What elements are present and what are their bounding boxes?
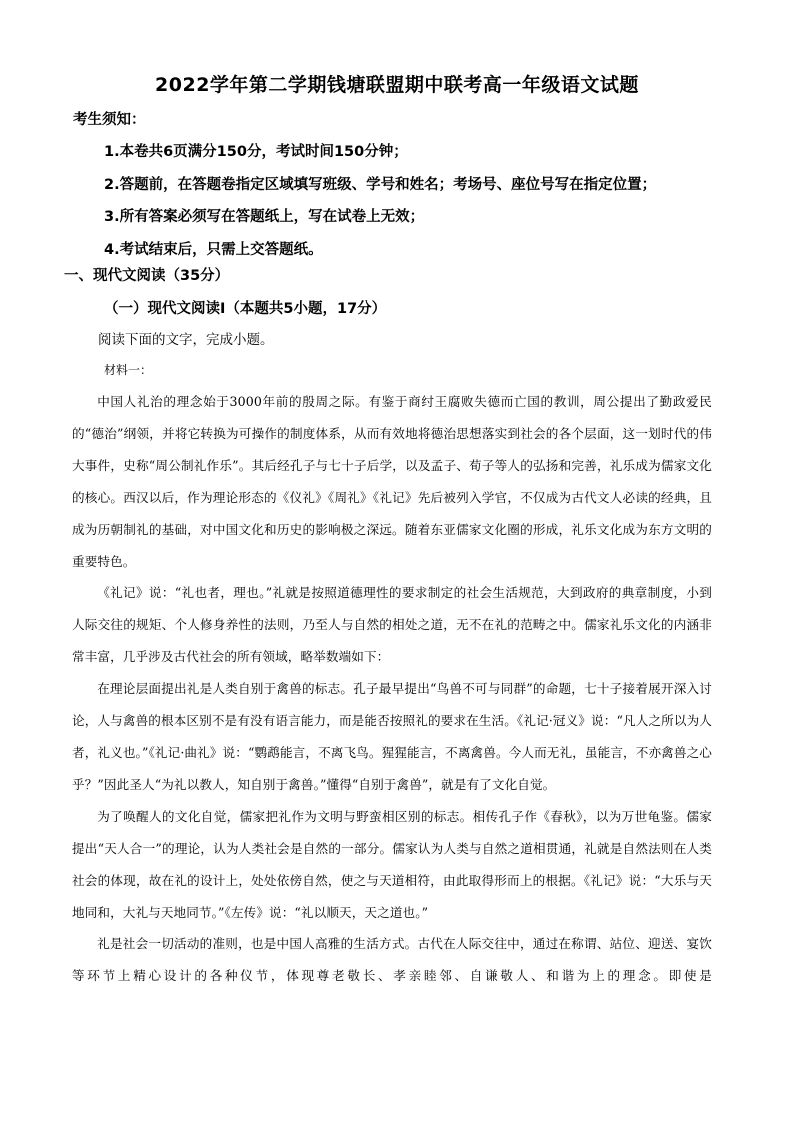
passage-paragraph: 礼是社会一切活动的准则，也是中国人高雅的生活方式。古代在人际交往中，通过在称谓、站位、迎送、宴饮等环节上精心设计的各种仪节，体现尊老敬长、孝亲睦邻、自谦敬人、和谐为上的理念。即使是: [72, 936, 712, 984]
notice-heading: 考生须知：: [73, 112, 146, 128]
material-label: 材料一：: [104, 363, 153, 377]
notice-list: [104, 140, 656, 270]
notice-item: 2.答题前，在答题卷指定区域填写班级、学号和姓名；考场号、座位号写在指定位置；: [104, 176, 657, 193]
passage-paragraph: 在理论层面提出礼是人类自别于禽兽的标志。孔子最早提出“鸟兽不可与同群”的命题，七十子接着展开深入讨论，人与禽兽的根本区别不是有没有语言能力，而是能否按照礼的要求在生活。《礼记·冠义》说：“凡人之所以为人者，礼义也。”《礼记·曲礼》说：“鹦鹉能言，不离飞鸟。猩猩能言，不离禽兽。今人而无礼，虽能言，不亦禽兽之心乎？”因此圣人“为礼以教人，知自别于禽兽。”懂得“自别于禽兽”，就是有了文化自觉。: [72, 681, 712, 792]
notice-item: 3.所有答案必须写在答题纸上，写在试卷上无效；: [104, 209, 425, 225]
subsection-heading: （一）现代文阅读Ⅰ（本题共5小题，17分）: [104, 301, 387, 317]
notice-item: 4.考试结束后，只需上交答题纸。: [104, 241, 323, 258]
passage-paragraph: 《礼记》说：“礼也者，理也。”礼就是按照道德理性的要求制定的社会生活规范，大到政府的典章制度，小到人际交往的规矩、个人修身养性的法则，乃至人与自然的相处之道，无不在礼的范畴之中。儒家礼乐文化的内涵非常丰富，几乎涉及古代社会的所有领域，略举数端如下：: [72, 585, 712, 665]
passage-paragraph: 中国人礼治的理念始于3000年前的殷周之际。有鉴于商纣王腐败失德而亡国的教训，周公提出了勤政爱民的“德治”纲领，并将它转换为可操作的制度体系，从而有效地将德治思想落实到社会的各个层面，这一划时代的伟大事件，史称“周公制礼作乐”。其后经孔子与七十子后学，以及孟子、荀子等人的弘扬和完善，礼乐成为儒家文化的核心。西汉以后，作为理论形态的《仪礼》《周礼》《礼记》先后被列入学官，不仅成为古代文人必读的经典，且成为历朝制礼的基础，对中国文化和历史的影响极之深远。随着东亚儒家文化圈的形成，礼乐文化成为东方文明的重要特色。: [72, 394, 712, 569]
exam-title: 2022学年第二学期钱塘联盟期中联考高一年级语文试题: [155, 74, 639, 96]
reading-passage: [72, 386, 712, 992]
notice-item: 1.本卷共6页满分150分，考试时间150分钟；: [104, 144, 408, 160]
reading-instruction: 阅读下面的文字，完成小题。: [98, 332, 274, 348]
passage-paragraph: 为了唤醒人的文化自觉，儒家把礼作为文明与野蛮相区别的标志。相传孔子作《春秋》，以为万世龟鉴。儒家提出“天人合一”的理论，认为人类社会是自然的一部分。儒家认为人类与自然之道相贯通，礼就是自然法则在人类社会的体现，故在礼的设计上，处处依傍自然，使之与天道相符，由此取得形而上的根据。《礼记》说：“大乐与天地同和，大礼与天地同节。”《左传》说：“礼以顺天，天之道也。”: [72, 808, 712, 920]
section-heading: 一、现代文阅读（35分）: [64, 268, 230, 284]
